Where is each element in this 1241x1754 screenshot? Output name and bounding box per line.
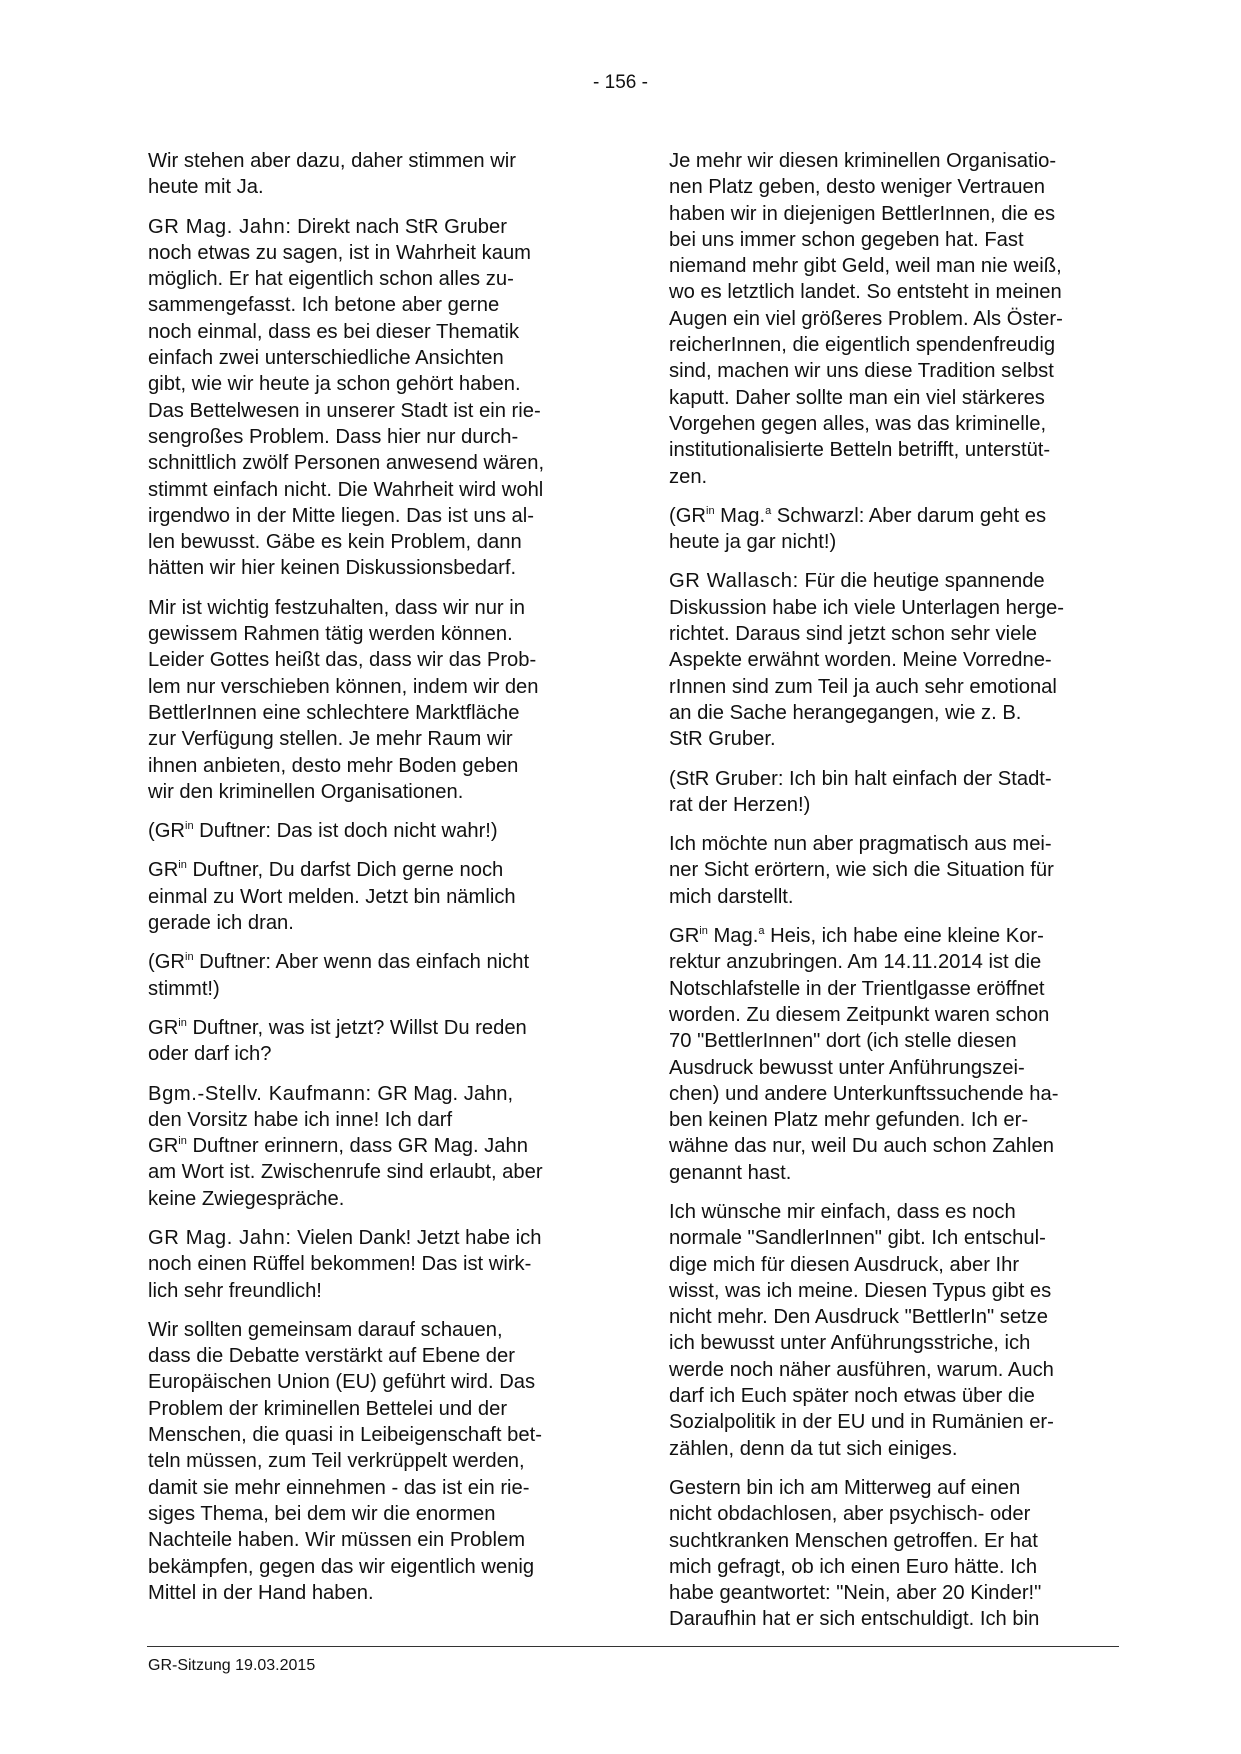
paragraph: GR Wallasch: Für die heutige spannende Diskussion habe ich viele Unterlagen herge- richtet. Daraus sind jetzt schon sehr viele Aspekte erwähnt worden. Meine Vorredne- rInnen sind zum Teil ja auch sehr emotional an die Sache herangegangen, wie z. B. StR Gruber. — [669, 570, 1064, 751]
interjection: ($GR^{in}$ Duftner: Das ist doch nicht wahr!) — [148, 820, 498, 843]
footer-divider — [147, 1646, 1119, 1647]
paragraph: GR Mag. Jahn: Vielen Dank! Jetzt habe ich noch einen Rüffel bekommen! Das ist wirk- lich sehr freundlich! — [148, 1226, 542, 1302]
speaker-name: GR Mag. Jahn: — [148, 1226, 292, 1249]
paragraph: Ich wünsche mir einfach, dass es noch normale "SandlerInnen" gibt. Ich entschul- dige mich für diesen Ausdruck, aber Ihr wisst, was ich meine. Diesen Typus gibt es nicht mehr. Den Ausdruck "BettlerIn" setze ich bewusst unter Anführungsstriche, ich werde noch näher ausführen, warum. Auch darf ich Euch später noch etwas über die Sozialpolitik in der EU und in Rumänien er- zählen, denn da tut sich einiges. — [669, 1200, 1054, 1460]
paragraph: Mir ist wichtig festzuhalten, dass wir nur in gewissem Rahmen tätig werden können. Leider Gottes heißt das, dass wir das Prob- lem nur verschieben können, indem wir den BettlerInnen eine schlechtere Marktfläche zur Verfügung stellen. Je mehr Raum wir ihnen anbieten, desto mehr Boden geben wir den kriminellen Organisationen. — [148, 596, 539, 803]
paragraph: Je mehr wir diesen kriminellen Organisatio- nen Platz geben, desto weniger Vertrauen haben wir in diejenigen BettlerInnen, die es bei uns immer schon gegeben hat. Fast niemand mehr gibt Geld, weil man nie weiß, wo es letztlich landet. So entsteht in meinen Augen ein viel größeres Problem. Als Öster- reicherInnen, die eigentlich spendenfreudig sind, machen wir uns diese Tradition selbst kaputt. Daher sollte man ein viel stärkeres Vorgehen gegen alles, was das kriminelle, institutionalisierte Betteln betrifft, unterstüt- zen. — [669, 150, 1063, 488]
footer-session-date: GR-Sitzung 19.03.2015 — [148, 1657, 316, 1674]
speaker-name: Bgm.-Stellv. Kaufmann: — [148, 1082, 372, 1105]
speaker-name: GR Mag. Jahn: — [148, 215, 292, 238]
interjection: (StR Gruber: Ich bin halt einfach der Stadt- rat der Herzen!) — [669, 767, 1052, 816]
speaker-name: GR Wallasch: — [669, 570, 799, 593]
paragraph: GR Mag. Jahn: Direkt nach StR Gruber noch etwas zu sagen, ist in Wahrheit kaum möglich. Er hat eigentlich schon alles zu- sammengefasst. Ich betone aber gerne noch einmal, dass es bei dieser Thematik einfach zwei unterschiedliche Ansichten gibt, wie wir heute ja schon gehört haben. Das Bettelwesen in unserer Stadt ist ein rie- sengroßes Problem. Dass hier nur durch- schnittlich zwölf Personen anwesend wären, stimmt einfach nicht. Die Wahrheit wird wohl irgendwo in der Mitte liegen. Das ist uns al- len bewusst. Gäbe es kein Problem, dann hätten wir hier keinen Diskussionsbedarf. — [148, 215, 545, 580]
paragraph: Gestern bin ich am Mitterweg auf einen nicht obdachlosen, aber psychisch- oder suchtkranken Menschen getroffen. Er hat mich gefragt, ob ich einen Euro hätte. Ich habe geantwortet: "Nein, aber 20 Kinder!" Daraufhin hat er sich entschuldigt. Ich bin — [669, 1476, 1042, 1631]
right-column — [669, 148, 1119, 1646]
paragraph: Wir sollten gemeinsam darauf schauen, dass die Debatte verstärkt auf Ebene der Europäischen Union (EU) geführt wird. Das Problem der kriminellen Bettelei und der Menschen, die quasi in Leibeigenschaft bet- teln müssen, zum Teil verkrüppelt werden, damit sie mehr einnehmen - das ist ein rie- siges Thema, bei dem wir die enormen Nachteile haben. Wir müssen ein Problem bekämpfen, gegen das wir eigentlich wenig Mittel in der Hand haben. — [148, 1318, 542, 1604]
left-column — [148, 148, 598, 1619]
interjection: ($GR^{in}$ Mag.$^a$ Schwarzl: Aber darum geht es heute ja gar nicht!) — [669, 504, 1047, 554]
interjection: ($GR^{in}$ Duftner: Aber wenn das einfach nicht stimmt!) — [148, 951, 530, 1000]
paragraph: Wir stehen aber dazu, daher stimmen wir heute mit Ja. — [148, 150, 517, 199]
paragraph: Ich möchte nun aber pragmatisch aus mei- ner Sicht erörtern, wie sich die Situation für mich darstellt. — [669, 833, 1054, 908]
paragraph: $GR^{in}$ Mag.$^a$ Heis, ich habe eine kleine Kor- rektur anzubringen. Am 14.11.2014 ist die Notschlafstelle in der Trientlgasse eröffnet worden. Zu diesem Zeitpunkt waren schon 70 "BettlerInnen" dort (ich stelle diesen Ausdruck bewusst unter Anführungszei- chen) und andere Unterkunftssuchende ha- ben keinen Platz mehr gefunden. Ich er- wähne das nur, weil Du auch schon Zahlen genannt hast. — [669, 925, 1059, 1184]
paragraph: $GR^{in}$ Duftner, was ist jetzt? Willst Du reden oder darf ich? — [148, 1016, 527, 1066]
paragraph: Bgm.-Stellv. Kaufmann: GR Mag. Jahn, den Vorsitz habe ich inne! Ich darf $GR^{in}$ Duftner erinnern, dass GR Mag. Jahn am Wort ist. Zwischenrufe sind erlaubt, aber keine Zwiegespräche. — [148, 1082, 543, 1210]
paragraph: $GR^{in}$ Duftner, Du darfst Dich gerne noch einmal zu Wort melden. Jetzt bin nämlich gerade ich dran. — [148, 859, 516, 935]
page-number: - 156 - — [593, 72, 648, 93]
